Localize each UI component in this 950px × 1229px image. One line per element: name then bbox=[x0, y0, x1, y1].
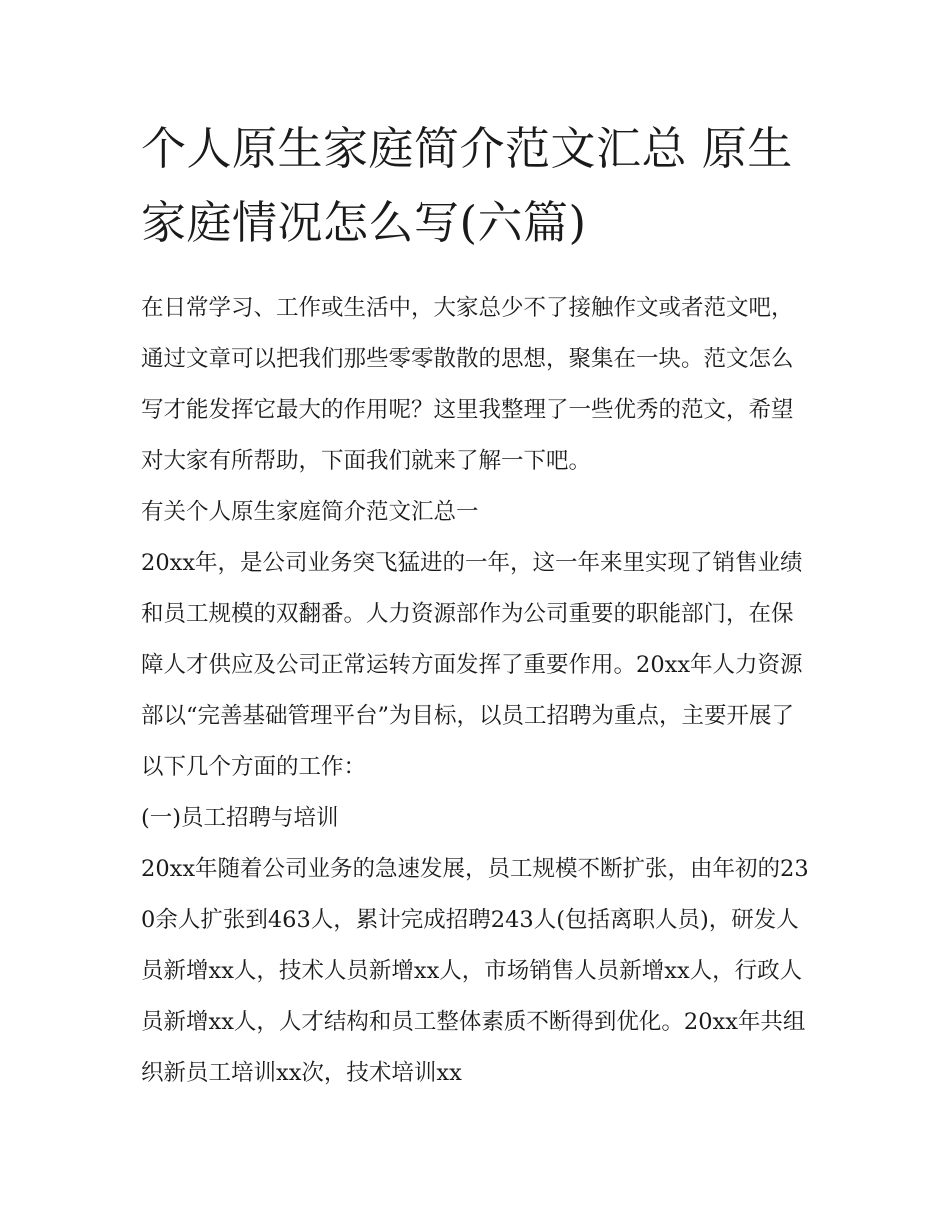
document-page bbox=[141, 112, 813, 1099]
document-title: 个人原生家庭简介范文汇总 原生家庭情况怎么写(六篇) bbox=[141, 122, 793, 249]
body-paragraph-1: 20xx年，是公司业务突飞猛进的一年，这一年来里实现了销售业绩和员工规模的双翻番。人力资源部作为公司重要的职能部门，在保障人才供应及公司正常运转方面发挥了重要作用。20xx年人力资源部以“完善基础管理平台”为目标，以员工招聘为重点，主要开展了以下几个方面的工作： bbox=[141, 550, 803, 780]
subsection-heading-1: (一)员工招聘与培训 bbox=[141, 805, 339, 831]
section-heading-1: 有关个人原生家庭简介范文汇总一 bbox=[141, 499, 479, 525]
intro-paragraph: 在日常学习、工作或生活中，大家总少不了接触作文或者范文吧，通过文章可以把我们那些零零散散的思想，聚集在一块。范文怎么写才能发挥它最大的作用呢？这里我整理了一些优秀的范文，希望对大家有所帮助，下面我们就来了解一下吧。 bbox=[141, 295, 794, 474]
body-paragraph-2: 20xx年随着公司业务的急速发展，员工规模不断扩张，由年初的230余人扩张到463人，累计完成招聘243人(包括离职人员)，研发人员新增xx人，技术人员新增xx人，市场销售人员新增xx人，行政人员新增xx人，人才结构和员工整体素质不断得到优化。20xx年共组织新员工培训xx次，技术培训xx bbox=[141, 856, 809, 1086]
